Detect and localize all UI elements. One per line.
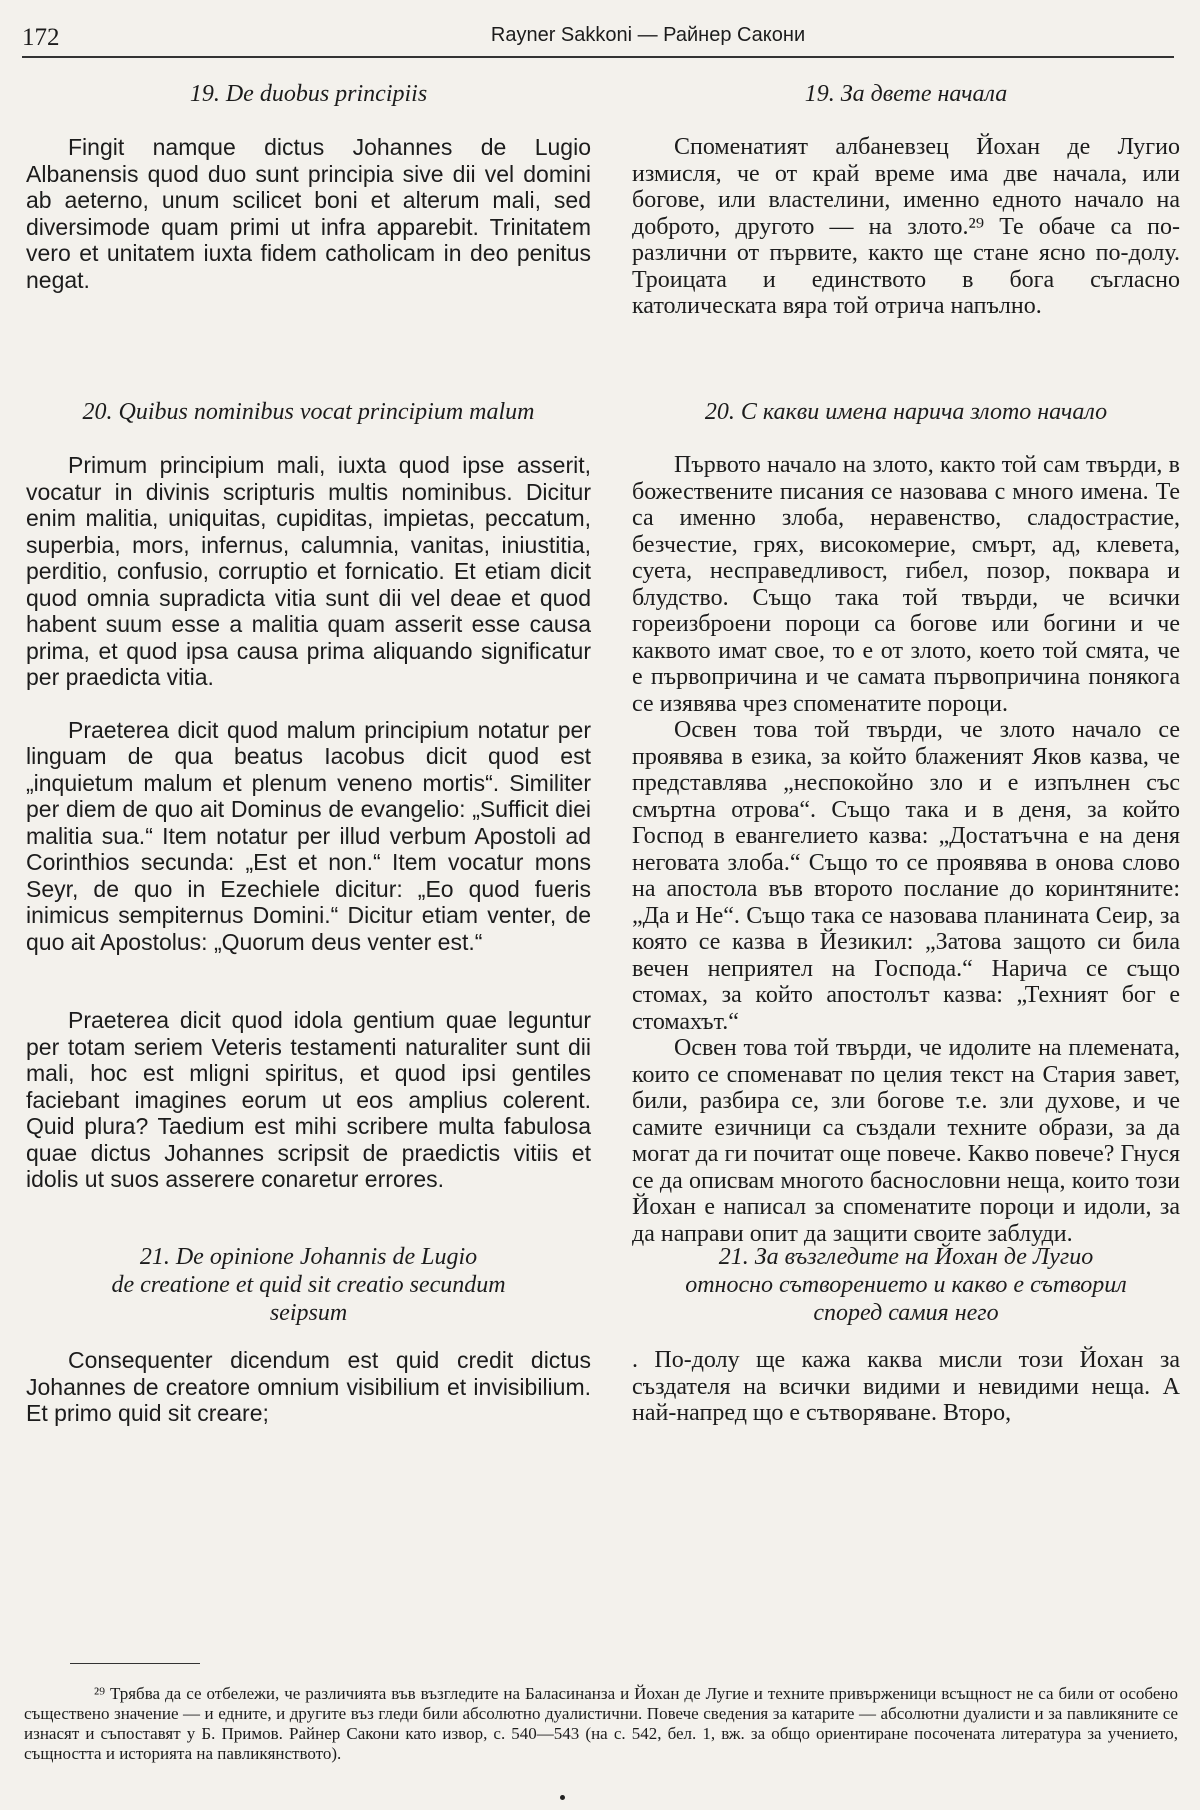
footnote-divider (70, 1663, 200, 1664)
paragraph: . По-долу ще кажа каква мисли този Йохан за създателя на всички видими и невидими неща. А най-напред що е сътворяване. Второ, (632, 1347, 1180, 1426)
paragraph: Първото начало на злото, както той сам твърди, в божествените писания се назовава с много имена. Те са именно злоба, неравенство, сладострастие, безчестие, грях, високомерие, смърт, ад, клевета, суета, несправедливост, гибел, позор, поквара и блудство. Също така той твърди, че всички гореизброени пороци са богове или богини и че каквото имат свое, то е от злото, което той смята, че е първопричина и че самата първопричина понякога се изявява чрез споменатите пороци. (632, 452, 1180, 717)
section-heading (632, 1243, 1180, 1327)
paragraph: Praeterea dicit quod idola gentium quae leguntur per totam seriem Veteris testamenti naturaliter sunt dii mali, hoc est mligni spiritus, et quod ipsi gentiles faciebant imagines eorum ut eos amplius colerent. Quid plura? Taedium est mihi scribere multa fabulosa quae dictus Johannes scripsit de praedictis vitiis et idolis ut suos asserere conaretur errores. (26, 1007, 591, 1192)
footnote: ²⁹ Трябва да се отбележи, че различията във възгледите на Баласинанза и Йохан де Лугие и техните привърженици всъщност не са били от особено съществено значение — и едните, и другите въз гледи били абсолютно дуалистични. Повече сведения за катарите — абсолютни дуалисти и за павликяните се изнасят и съпоставят у Б. Примов. Райнер Сакони като извор, с. 540—543 (на с. 542, бел. 1, вж. за общо ориентиране посочената литература за учението, същността и историята на павликянството). (24, 1684, 1178, 1763)
paragraph: Primum principium mali, iuxta quod ipse asserit, vocatur in divinis scripturis multis nominibus. Dicitur enim malitia, uniquitas, cupiditas, impietas, peccatum, superbia, mors, infernus, calumnia, vanitas, iniustitia, perditio, confusio, corruptio et fornicatio. Et etiam dicit quod omnia supradicta vitia sunt dii vel deae et quod habent suum esse a malitia quam asserit esse causa prima, et quod ipsa causa prima aliquando significatur per praedicta vitia. (26, 452, 591, 690)
heading-line: seipsum (269, 1300, 348, 1326)
page-mark (560, 1795, 565, 1800)
paragraph: Освен това той твърди, че злото начало се проявява в езика, за който блаженият Яков казва, че представлява „неспокойно зло и е изпълнен със смъртна отрова“. Също така и в деня, за който Господ в евангелието казва: „Достатъчна е на деня неговата злоба.“ Също то се проявява в онова слово на апостола във второто послание до коринтяните: „Да и Не“. Също така се назовава планината Сеир, за която се казва в Йезикил: „Затова защото си била вечен неприятел на Господа.“ Нарича се също стомах, за който апостолът казва: „Техният бог е стомахът.“ (632, 717, 1180, 1035)
section-heading: 20. С какви имена нарича злото начало (704, 399, 1108, 425)
paragraph: Consequenter dicendum est quid credit dictus Johannes de creatore omnium visibilium et invisibilium. Et primo quid sit creare; (26, 1347, 591, 1426)
bulgarian-section-19 (632, 80, 1180, 320)
page-number: 172 (22, 24, 60, 51)
bulgarian-section-20 (632, 398, 1180, 1247)
page-header (22, 20, 1174, 58)
section-heading: 20. Quibus nominibus vocat principium malum (82, 399, 535, 425)
paragraph: Освен това той твърди, че идолите на племената, които се споменават по целия текст на Стария завет, били, разбира се, зли богове т.е. зли духове, и че самите езичници са създали техните образи, за да могат да ги почитат още повече. Какво повече? Гнуся се да описвам многото баснословни неща, които този Йохан е написал за споменатите пороци и идоли, за да направи опит да защити своите заблуди. (632, 1035, 1180, 1247)
heading-line: според самия него (813, 1300, 999, 1326)
latin-section-20 (26, 398, 591, 1193)
heading-line: 21. De opinione Johannis de Lugio (139, 1244, 478, 1270)
running-head: Rayner Sakkoni — Райнер Сакони (490, 24, 806, 46)
paragraph: Споменатият албаневзец Йохан де Лугио измисля, че от край време има две начала, или богове, или властелини, именно едното начало на доброто, другото — на злото.²⁹ Те обаче са по-различни от първите, както ще стане ясно по-долу. Троицата и единството в бога съгласно католическата вяра той отрича напълно. (632, 134, 1180, 319)
paragraph: Fingit namque dictus Johannes de Lugio Albanensis quod duo sunt principia sive dii vel domini ab aeterno, unum scilicet boni et alterum mali, sed diversimode quam primi ut infra apparebit. Trinitatem vero et unitatem iuxta fidem catholicam in deo penitus negat. (26, 134, 591, 293)
latin-section-21 (26, 1243, 591, 1427)
section-heading: 19. За двете начала (804, 81, 1008, 107)
bulgarian-section-21 (632, 1243, 1180, 1427)
section-heading (26, 1243, 591, 1327)
section-heading: 19. De duobus principiis (189, 81, 428, 107)
heading-line: de creatione et quid sit creatio secundum (111, 1272, 506, 1298)
latin-section-19 (26, 80, 591, 293)
paragraph: Praeterea dicit quod malum principium notatur per linguam de qua beatus Iacobus dicit quod est „inquietum malum et plenum veneno mortis“. Similiter per diem de quo ait Dominus de evangelio: „Sufficit diei malitia sua.“ Item notatur per illud verbum Apostoli ad Corinthios secunda: „Est et non.“ Item vocatur mons Seyr, de quo in Ezechiele dicitur: „Eo quod fueris inimicus sempiternus Domini.“ Dicitur etiam venter, de quo ait Apostolus: „Quorum deus venter est.“ (26, 716, 591, 955)
heading-line: 21. За възгледите на Йохан де Лугио (718, 1244, 1094, 1270)
heading-line: относно сътворението и какво е сътворил (685, 1272, 1127, 1298)
